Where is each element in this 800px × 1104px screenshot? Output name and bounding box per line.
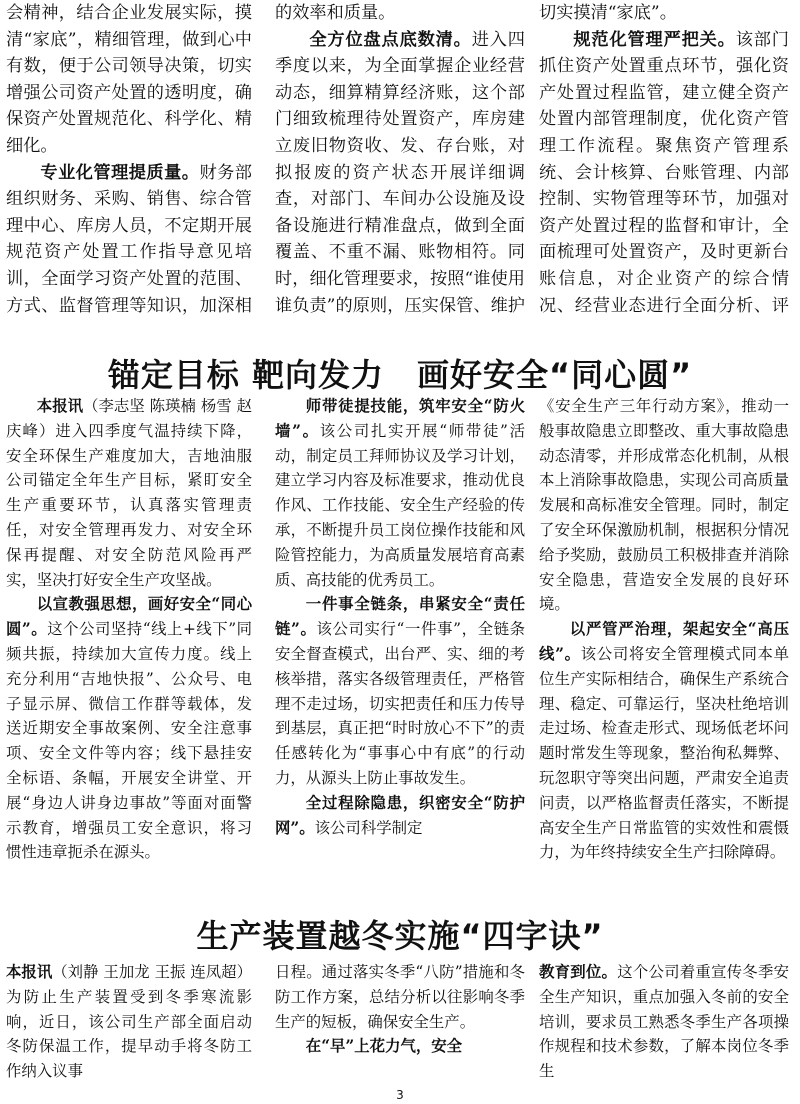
paragraph (539, 617, 789, 865)
safety-article-column-2 (275, 394, 525, 872)
paragraph-body: 这个公司着重宣传冬季安全生产知识，重点加强入冬前的安全培训，要求员工熟悉冬季生产各项操作规程和技术参数，了解本岗位冬季生 (539, 963, 789, 1081)
safety-article-column-1 (6, 394, 252, 872)
paragraph-body: 该公司实行“一件事”，全链条安全督查模式，出台严、实、细的考核举措，落实各级管理责任，严格管理不走过场，切实把责任和压力传导到基层，真正把“时时放心不下”的责任感转化为“事事心中有底”的行动力，从源头上防止事故发生。 (275, 620, 525, 787)
subheading: 以宣教强思想，画好安全“同心圆”。 (6, 595, 252, 639)
dateline: 本报讯 (6, 963, 53, 981)
winter-article-column-1 (6, 960, 252, 1085)
paragraph-body: 进入四季度以来，为全面掌握企业经营动态，细算精算经济账，这个部门细致梳理待处置资产，库房建立废旧物资收、发、存台账，对拟报废的资产状态开展详细调查，对部门、车间办公设施及设备设施进行精准盘点，做到全面覆盖、不重不漏、账物相符。同时，细化管理要求，按照“谁使用谁负责”的原则，压实保管、维护 (275, 29, 525, 316)
paragraph (6, 960, 252, 1084)
paragraph (6, 394, 252, 592)
subheading: 师带徒提技能，筑牢安全“防火墙”。 (275, 397, 525, 440)
subheading: 全过程除隐患，织密安全“防护网”。 (275, 793, 525, 837)
paragraph (275, 592, 525, 790)
article-headline: 锚定目标 靶向发力 画好安全“同心圆” (107, 356, 693, 395)
subheading: 教育到位。 (539, 963, 618, 981)
paragraph-body: 这个公司坚持“线上+线下”同频共振，持续加大宣传力度。线上充分利用“吉地快报”、公众号、电子显示屏、微信工作群等载体，发送近期安全事故案例、安全注意事项、安全文件等内容；线下悬挂安全标语、条幅，开展安全讲堂、开展“身边人讲身边事故”等面对面警示教育，增强员工安全意识，将习惯性违章扼杀在源头。 (6, 620, 252, 862)
paragraph: 的效率和质量。 (275, 3, 396, 23)
paragraph (275, 27, 525, 322)
paragraph: 《安全生产三年行动方案》，推动一般事故隐患立即整改、重大事故隐患动态清零，并形成常态化机制，从根本上消除事故隐患，实现公司高质量发展和高标准安全管理。同时，制定了安全环保激励机制，根据积分情况给予奖励，鼓励员工积极排查并消除安全隐患，营造安全发展的良好环境。 (539, 397, 789, 614)
winter-article-column-2 (275, 960, 525, 1085)
subheading: 专业化管理提质量。 (40, 162, 200, 183)
safety-article-column-3 (539, 394, 789, 872)
paragraph (275, 1034, 525, 1059)
paragraph (275, 791, 525, 841)
paragraph: 切实摸清“家底”。 (539, 3, 677, 23)
top-article-column-3 (539, 0, 789, 322)
subheading: 在“早”上花力气，安全 (305, 1037, 463, 1056)
paragraph (539, 27, 789, 322)
paragraph (539, 960, 789, 1084)
subheading: 规范化管理严把关。 (573, 29, 736, 50)
paragraph (6, 592, 252, 865)
paragraph-body: 该公司将安全管理模式同本单位生产实际相结合，确保生产系统合理、稳定、可靠运行，坚决杜绝培训走过场、检查走形式、现场低老坏问题时常发生等现象，整治徇私舞弊、玩忽职守等突出问题，严肃安全追责问责，以严格监督责任落实，不断提高安全生产日常监管的实效性和震慑力，为年终持续安全生产扫除障碍。 (539, 644, 789, 862)
paragraph (275, 394, 525, 592)
top-article-column-1 (6, 0, 252, 322)
page-number: 3 (396, 1088, 404, 1102)
paragraph-body: （李志坚 陈瑛楠 杨雪 赵庆峰）进入四季度气温持续下降，安全环保生产难度加大，吉地油服公司锚定全年生产目标，紧盯安全生产重要环节，认真落实管理责任，对安全管理再发力、对安全环保再提醒、对安全防范风险再严实，坚决打好安全生产攻坚战。 (6, 397, 252, 589)
subheading: 一件事全链条，串紧安全“责任链”。 (275, 595, 525, 639)
paragraph (6, 160, 252, 322)
paragraph-body: （刘静 王加龙 王振 连凤超）为防止生产装置受到冬季寒流影响，近日，该公司生产部全面启动冬防保温工作，提早动手将冬防工作纳入议事 (6, 963, 252, 1081)
article-headline: 生产装置越冬实施“四字诀” (196, 917, 604, 956)
paragraph: 会精神，结合企业发展实际，摸清“家底”，精细管理，做到心中有数，便于公司领导决策，切实增强公司资产处置的透明度，确保资产处置规范化、科学化、精细化。 (6, 3, 252, 156)
dateline: 本报讯 (36, 397, 84, 415)
paragraph-body: 该公司科学制定 (314, 818, 423, 837)
paragraph-body: 财务部组织财务、采购、销售、综合管理中心、库房人员，不定期开展规范资产处置工作指导意见培训，全面学习资产处置的范围、方式、监督管理等知识，加深相 (6, 162, 252, 316)
paragraph-body: 该部门抓住资产处置重点环节，强化资产处置过程监管，建立健全资产处置内部管理制度，优化资产管理工作流程。聚焦资产管理系统、会计核算、台账管理、内部控制、实物管理等环节，加强对资产处置过程的监督和审计，全面梳理可处置资产，及时更新台账信息，对企业资产的综合情况、经营业态进行全面分析、评 (539, 29, 789, 316)
paragraph: 日程。通过落实冬季“八防”措施和冬防工作方案，总结分析以往影响冬季生产的短板，确保安全生产。 (275, 963, 525, 1031)
subheading: 全方位盘点底数清。 (309, 29, 472, 50)
paragraph-body: 该公司扎实开展“师带徒”活动，制定员工拜师协议及学习计划，建立学习内容及标准要求，推动优良作风、工作技能、安全生产经验的传承，不断提升员工岗位操作技能和风险管控能力，为高质量发展培育高素质、高技能的优秀员工。 (275, 421, 525, 589)
winter-article-column-3 (539, 960, 789, 1085)
top-article-column-2 (275, 0, 525, 322)
subheading: 以严管严治理，架起安全“高压线”。 (539, 620, 789, 663)
